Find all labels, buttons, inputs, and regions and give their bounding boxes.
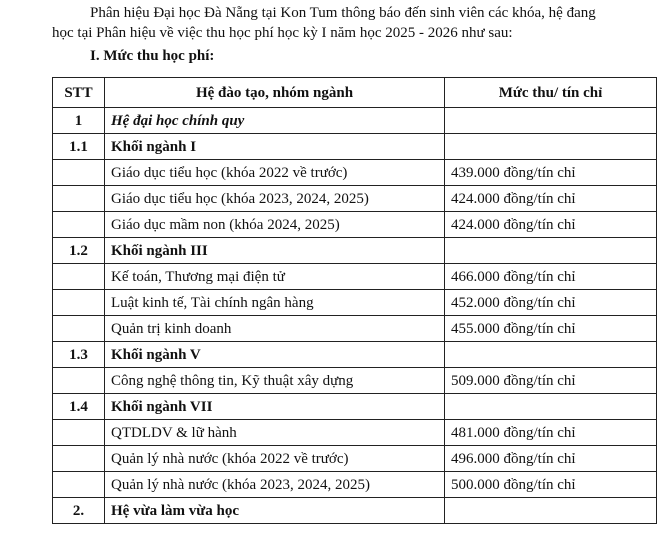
row-program-name: Luật kinh tế, Tài chính ngân hàng [105, 290, 445, 316]
row-fee: 466.000 đồng/tín chỉ [445, 264, 657, 290]
row-fee: 439.000 đồng/tín chỉ [445, 160, 657, 186]
intro-line-1: Phân hiệu Đại học Đà Nẵng tại Kon Tum thông báo đến sinh viên các khóa, hệ đang [90, 5, 596, 21]
header-program: Hệ đào tạo, nhóm ngành [105, 78, 445, 108]
row-fee: 455.000 đồng/tín chỉ [445, 316, 657, 342]
row-fee [445, 238, 657, 264]
table-row [53, 420, 657, 446]
tuition-fee-table [52, 77, 657, 524]
row-program-name: Công nghệ thông tin, Kỹ thuật xây dựng [105, 368, 445, 394]
row-program-name: Khối ngành V [105, 342, 445, 368]
row-program-name: Hệ đại học chính quy [105, 108, 445, 134]
table-body [53, 108, 657, 524]
table-row [53, 342, 657, 368]
row-fee [445, 134, 657, 160]
row-program-name: Khối ngành I [105, 134, 445, 160]
row-fee: 500.000 đồng/tín chỉ [445, 472, 657, 498]
row-program-name: Giáo dục mầm non (khóa 2024, 2025) [105, 212, 445, 238]
row-fee: 424.000 đồng/tín chỉ [445, 212, 657, 238]
row-stt [53, 472, 105, 498]
row-program-name: Giáo dục tiểu học (khóa 2022 về trước) [105, 160, 445, 186]
row-stt [53, 316, 105, 342]
row-stt: 1 [53, 108, 105, 134]
table-row [53, 186, 657, 212]
row-stt: 1.2 [53, 238, 105, 264]
table-row [53, 264, 657, 290]
header-fee: Mức thu/ tín chỉ [445, 78, 657, 108]
row-fee [445, 342, 657, 368]
row-program-name: QTDLDV & lữ hành [105, 420, 445, 446]
table-row [53, 446, 657, 472]
row-program-name: Kế toán, Thương mại điện tử [105, 264, 445, 290]
row-stt: 1.1 [53, 134, 105, 160]
row-fee [445, 108, 657, 134]
table-row [53, 238, 657, 264]
row-fee: 509.000 đồng/tín chỉ [445, 368, 657, 394]
row-stt [53, 160, 105, 186]
row-stt: 2. [53, 498, 105, 524]
row-fee: 496.000 đồng/tín chỉ [445, 446, 657, 472]
row-stt: 1.4 [53, 394, 105, 420]
table-header-row [53, 78, 657, 108]
intro-line-2: học tại Phân hiệu về việc thu học phí học kỳ I năm học 2025 - 2026 như sau: [52, 25, 513, 41]
table-row [53, 368, 657, 394]
row-program-name: Khối ngành VII [105, 394, 445, 420]
row-stt [53, 368, 105, 394]
row-program-name: Quản trị kinh doanh [105, 316, 445, 342]
row-fee [445, 498, 657, 524]
row-program-name: Hệ vừa làm vừa học [105, 498, 445, 524]
section-title: I. Mức thu học phí: [90, 48, 215, 64]
intro-paragraph [52, 3, 652, 43]
row-program-name: Giáo dục tiểu học (khóa 2023, 2024, 2025) [105, 186, 445, 212]
row-fee: 481.000 đồng/tín chỉ [445, 420, 657, 446]
row-stt [53, 290, 105, 316]
table-row [53, 316, 657, 342]
row-stt [53, 446, 105, 472]
row-fee: 424.000 đồng/tín chỉ [445, 186, 657, 212]
row-program-name: Khối ngành III [105, 238, 445, 264]
row-stt [53, 420, 105, 446]
row-stt [53, 264, 105, 290]
row-program-name: Quản lý nhà nước (khóa 2022 về trước) [105, 446, 445, 472]
row-program-name: Quản lý nhà nước (khóa 2023, 2024, 2025) [105, 472, 445, 498]
table-row [53, 290, 657, 316]
row-fee [445, 394, 657, 420]
table-row [53, 394, 657, 420]
table-row [53, 498, 657, 524]
table-row [53, 108, 657, 134]
row-fee: 452.000 đồng/tín chỉ [445, 290, 657, 316]
table-row [53, 472, 657, 498]
row-stt: 1.3 [53, 342, 105, 368]
table-row [53, 212, 657, 238]
table-row [53, 134, 657, 160]
table-row [53, 160, 657, 186]
row-stt [53, 186, 105, 212]
row-stt [53, 212, 105, 238]
header-stt: STT [53, 78, 105, 108]
